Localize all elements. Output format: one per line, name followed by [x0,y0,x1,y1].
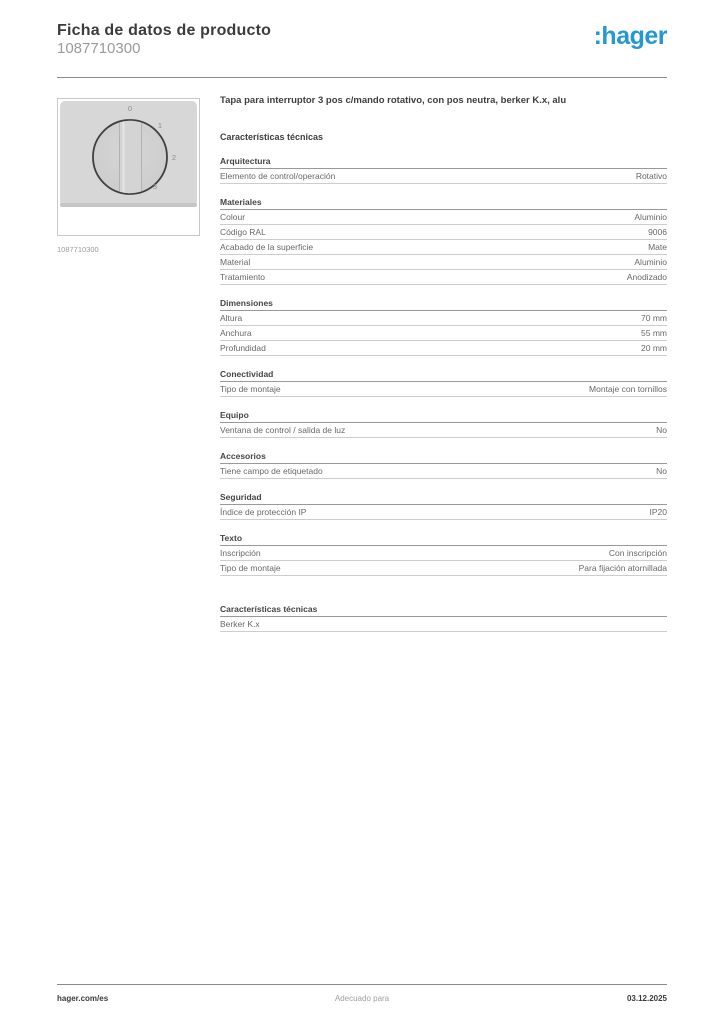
spec-label: Profundidad [220,343,266,353]
spec-section-accesorios [220,452,667,479]
spec-label: Código RAL [220,227,266,237]
spec-value: 9006 [648,227,667,237]
page-title: Ficha de datos de producto [57,22,272,39]
spec-value: Rotativo [635,171,667,181]
spec-label: Índice de protección IP [220,507,307,517]
spec-row [220,210,667,225]
spec-value: Mate [648,242,667,252]
spec-label: Tipo de montaje [220,563,281,573]
specs-column [220,95,667,632]
spec-row [220,311,667,326]
footer-website-link[interactable]: hager.com/es [57,994,109,1003]
section-title: Arquitectura [220,157,667,169]
section-title: Accesorios [220,452,667,464]
product-number: 1087710300 [57,40,141,57]
spec-section-materiales [220,198,667,285]
spec-label: Tratamiento [220,272,266,282]
spec-row [220,617,667,632]
dial-position-1: 1 [157,121,163,130]
spec-row [220,423,667,438]
header-title-block [57,21,271,58]
section-title: Equipo [220,411,667,423]
specs-heading: Características técnicas [220,132,324,142]
spec-label: Anchura [220,328,252,338]
page-header [57,0,667,78]
spec-value: 55 mm [641,328,667,338]
spec-row [220,326,667,341]
spec-section-texto [220,534,667,576]
spec-label: Tiene campo de etiquetado [220,466,323,476]
spec-row [220,464,667,479]
spec-section-seguridad [220,493,667,520]
section-title: Características técnicas [220,605,667,617]
footer-center-note: Adecuado para [334,994,390,1003]
spec-value: Aluminio [634,257,667,267]
spec-row [220,382,667,397]
spec-section-conectividad [220,370,667,397]
spec-value: Montaje con tornillos [589,384,667,394]
spec-row [220,561,667,576]
spec-label: Material [220,257,251,267]
spec-row [220,255,667,270]
main-content [57,95,667,632]
hager-logo: :hager [593,22,667,50]
spec-value: 70 mm [641,313,667,323]
section-title: Texto [220,534,667,546]
spec-value: 20 mm [641,343,667,353]
spec-label: Ventana de control / salida de luz [220,425,346,435]
spec-row [220,505,667,520]
product-description: Tapa para interruptor 3 pos c/mando rotativo, con pos neutra, berker K.x, alu [220,95,567,106]
spec-section-caracteristicas-extra [220,605,667,632]
section-title: Seguridad [220,493,667,505]
product-image [57,98,200,236]
dial-position-3: 3 [152,182,158,191]
spec-label: Berker K.x [220,619,260,629]
spec-value: Anodizado [626,272,667,282]
spec-section-equipo [220,411,667,438]
footer-date: 03.12.2025 [626,994,667,1003]
spec-row [220,270,667,285]
spec-row [220,169,667,184]
image-caption: 1087710300 [57,245,99,254]
spec-label: Tipo de montaje [220,384,281,394]
spec-value: Para fijación atornillada [578,563,667,573]
spec-row [220,341,667,356]
dial-position-2: 2 [171,153,177,162]
section-title: Conectividad [220,370,667,382]
page-footer [57,984,667,1003]
spec-value: Aluminio [634,212,667,222]
spec-value: No [656,466,667,476]
spec-row [220,225,667,240]
spec-label: Elemento de control/operación [220,171,336,181]
spec-row [220,240,667,255]
section-title: Materiales [220,198,667,210]
spec-value: Con inscripción [608,548,667,558]
product-image-column [57,95,200,632]
spec-label: Colour [220,212,246,222]
rotary-switch-illustration [58,99,199,235]
spec-label: Acabado de la superficie [220,242,314,252]
spec-section-arquitectura [220,157,667,184]
spec-section-dimensiones [220,299,667,356]
dial-position-0: 0 [127,104,133,113]
spec-value: No [656,425,667,435]
spec-value: IP20 [649,507,667,517]
spec-label: Inscripción [220,548,261,558]
section-title: Dimensiones [220,299,667,311]
spec-row [220,546,667,561]
spec-label: Altura [220,313,243,323]
